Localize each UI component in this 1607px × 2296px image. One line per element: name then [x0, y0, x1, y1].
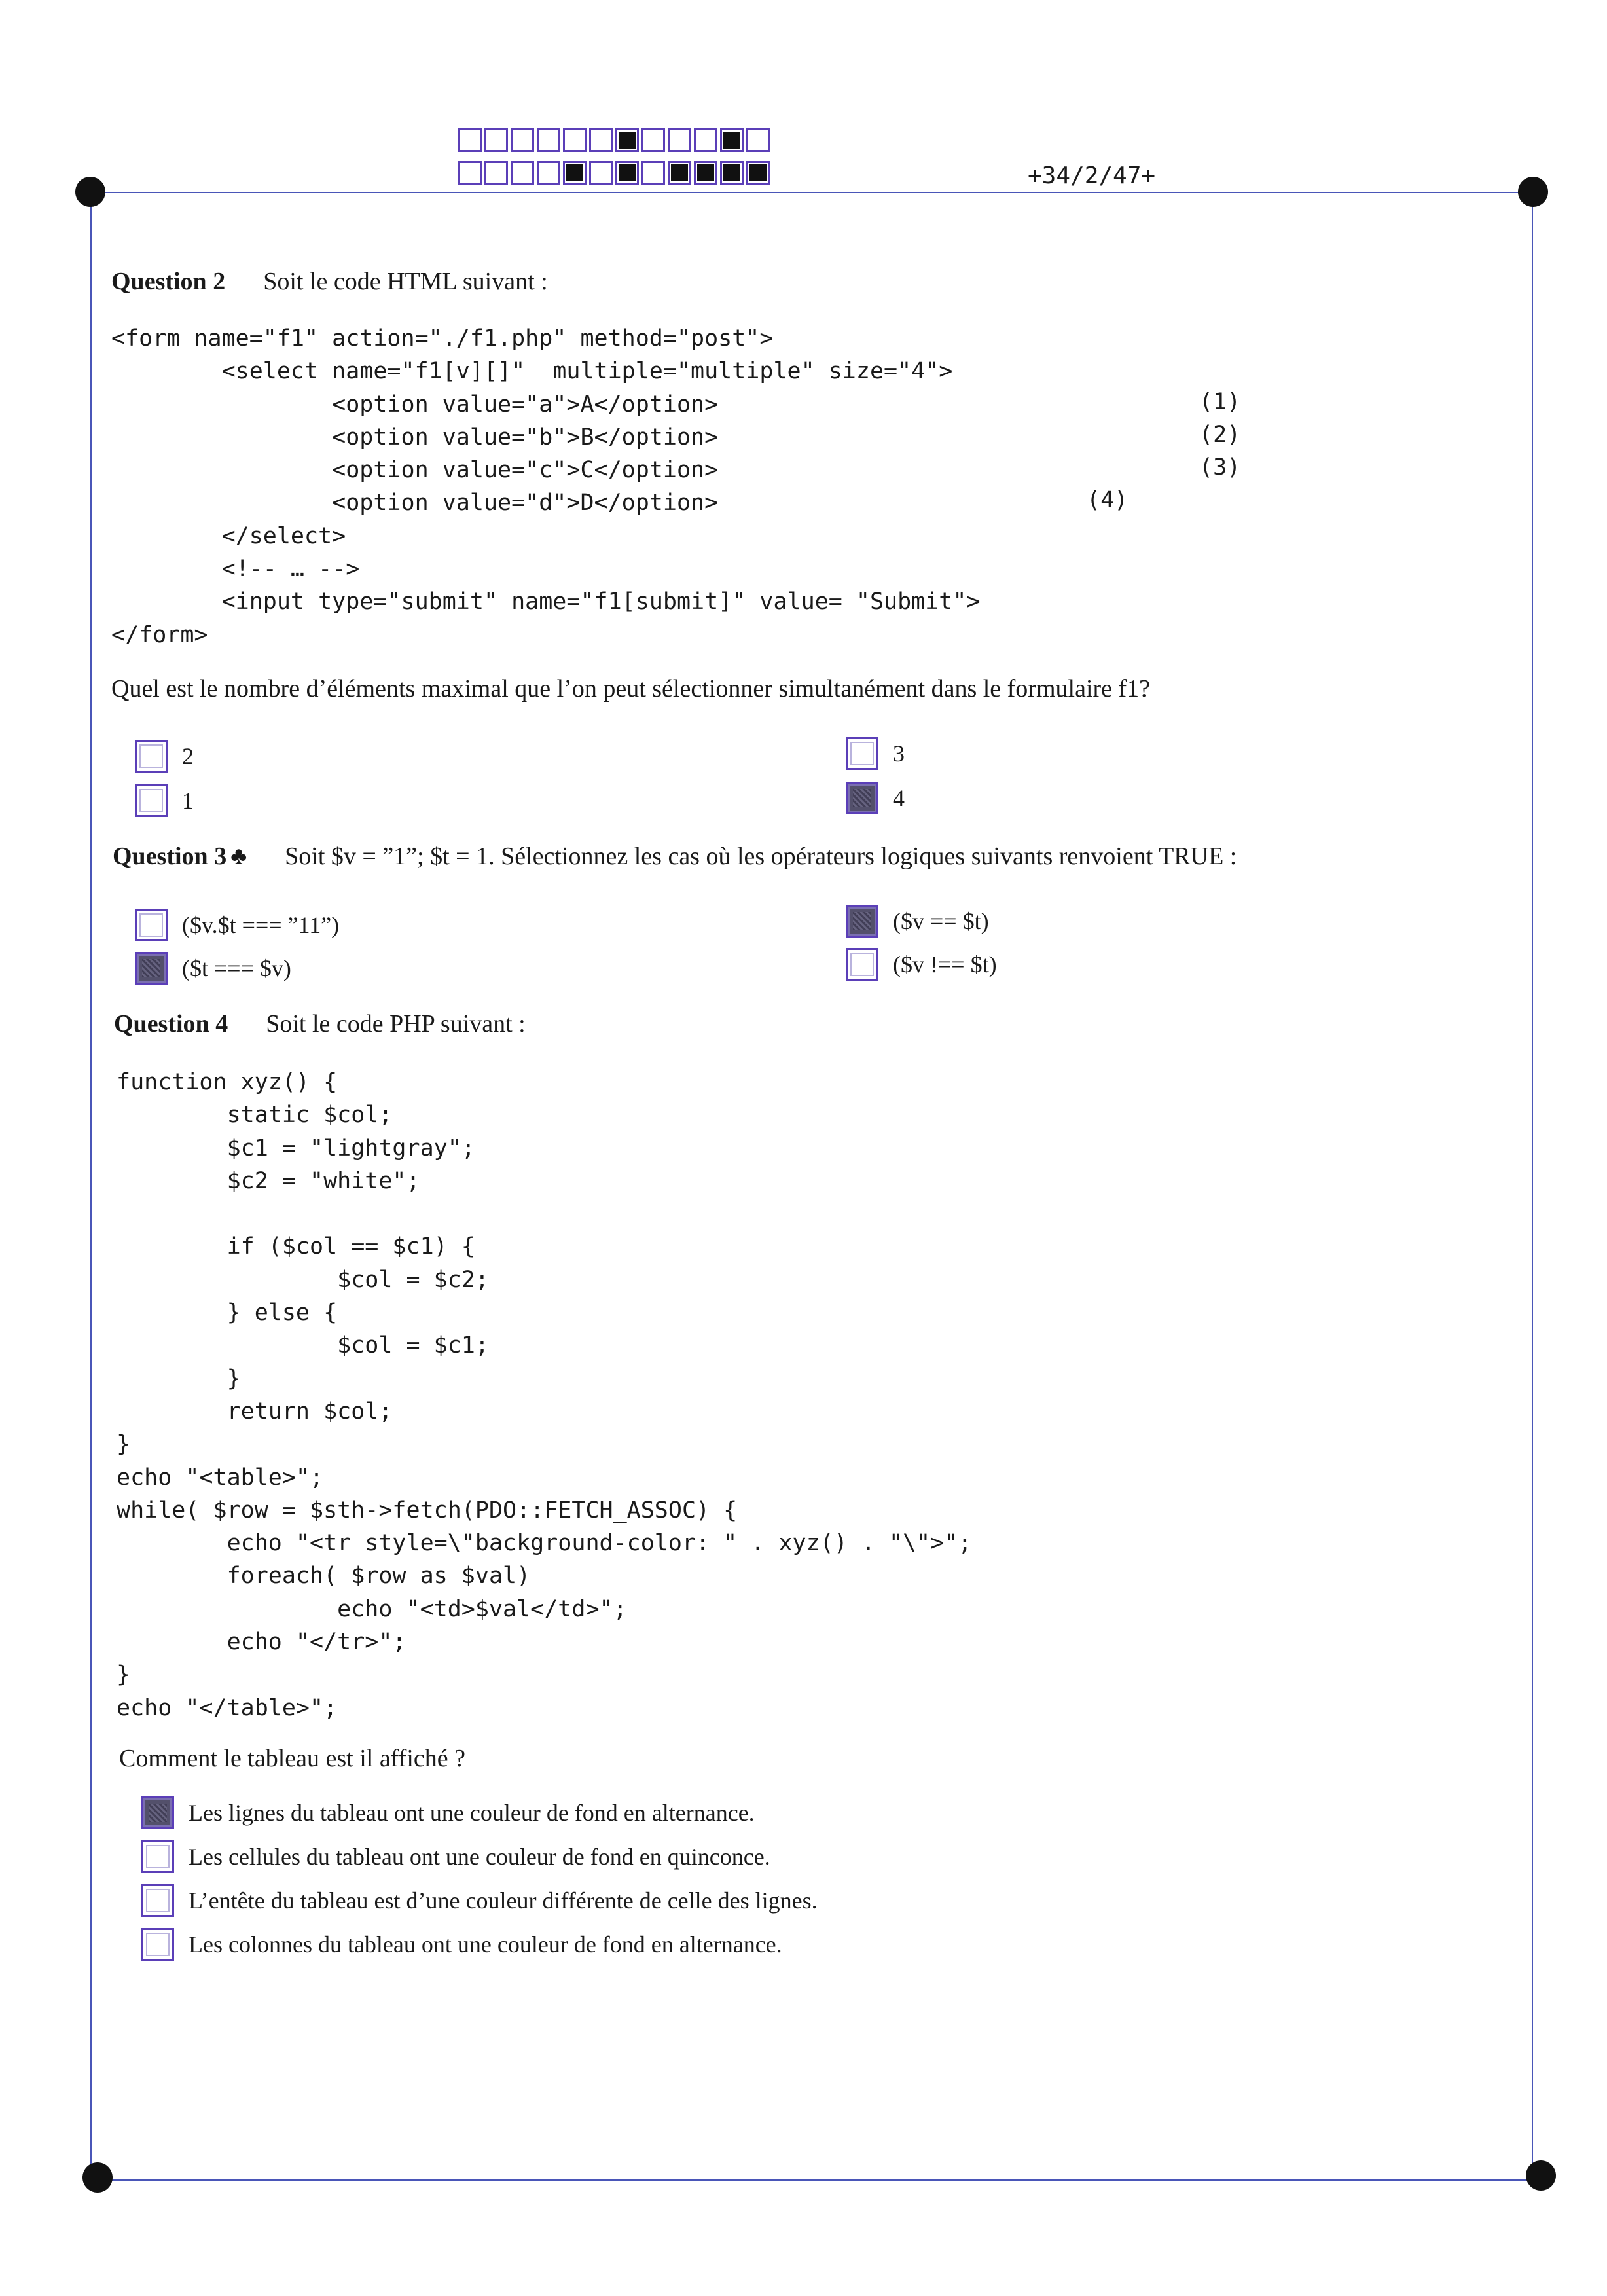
option-label: 1	[182, 788, 194, 814]
code-marker-2: (2)	[1199, 422, 1241, 448]
q3-option-not-identical[interactable]	[846, 948, 997, 981]
barcode-cell	[537, 161, 560, 185]
barcode-cell	[589, 161, 613, 185]
q2-option-3[interactable]	[846, 737, 905, 770]
question-3-heading	[113, 842, 1237, 871]
question-4-text: Comment le tableau est il affiché ?	[119, 1745, 465, 1772]
option-label: ($v == $t)	[893, 908, 989, 934]
barcode-cell	[484, 128, 508, 152]
q3-option-concat[interactable]	[135, 909, 339, 941]
checkbox[interactable]	[846, 905, 878, 938]
option-label: 2	[182, 743, 194, 769]
code-marker-1: (1)	[1199, 389, 1241, 415]
checkbox[interactable]	[846, 948, 878, 981]
checkbox[interactable]	[135, 784, 168, 817]
checkbox[interactable]	[846, 782, 878, 814]
option-label: ($v !== $t)	[893, 951, 997, 977]
checkbox[interactable]	[141, 1884, 174, 1917]
question-2-text: Quel est le nombre d’éléments maximal que l’on peut sélectionner simultanément dans le formulaire f1?	[111, 675, 1151, 702]
registration-mark-bottom-right	[1526, 2160, 1556, 2191]
code-marker-3: (3)	[1199, 454, 1241, 481]
option-label: 4	[893, 785, 905, 811]
registration-mark-top-right	[1518, 177, 1548, 207]
barcode-cell	[694, 161, 717, 185]
question-4-code: function xyz() { static $col; $c1 = "lightgray"; $c2 = "white"; if ($col == $c1) { $col = $c2; } else { $col = $c1; } return $col; } echo "<table>"; while( $row = $sth->fetch(PDO::FETCH_ASSOC) { echo "<tr style=\"background-color: " . xyz() . "\">"; foreach( $row as $val) echo "<td>$val</td>"; echo "</tr>"; } echo "</table>";	[117, 1069, 972, 1721]
barcode-cell	[668, 128, 691, 152]
barcode-cell	[484, 161, 508, 185]
barcode-cell	[511, 161, 534, 185]
question-4-heading	[114, 1010, 526, 1038]
option-label: Les lignes du tableau ont une couleur de fond en alternance.	[189, 1800, 755, 1826]
barcode-cell	[720, 161, 744, 185]
option-label: ($t === $v)	[182, 955, 291, 981]
question-2-code: <form name="f1" action="./f1.php" method="post"> <select name="f1[v][]" multiple="multiple" size="4"> <option value="a">A</option> <option value="b">B</option> <option value="c">C</option> <option value="d">D</option> </select> <!-- … --> <input type="submit" name="f1[submit]" value= "Submit"> </form>	[111, 325, 981, 648]
registration-mark-bottom-left	[82, 2162, 113, 2193]
checkbox[interactable]	[846, 737, 878, 770]
q3-option-identical[interactable]	[135, 952, 291, 985]
option-label: Les cellules du tableau ont une couleur de fond en quinconce.	[189, 1844, 770, 1870]
question-2-intro: Soit le code HTML suivant :	[263, 268, 548, 295]
barcode-cell	[458, 128, 482, 152]
barcode-cell	[563, 128, 587, 152]
barcode-cell	[615, 161, 639, 185]
barcode-cell	[720, 128, 744, 152]
option-label: Les colonnes du tableau ont une couleur de fond en alternance.	[189, 1931, 782, 1958]
question-2-heading	[111, 267, 548, 296]
q4-option-rows[interactable]	[141, 1796, 755, 1829]
q3-option-equal[interactable]	[846, 905, 989, 938]
checkbox[interactable]	[135, 952, 168, 985]
barcode-cell	[589, 128, 613, 152]
q4-option-header[interactable]	[141, 1884, 818, 1917]
question-4-intro: Soit le code PHP suivant :	[266, 1010, 526, 1038]
barcode-cell	[563, 161, 587, 185]
barcode-cell	[746, 161, 770, 185]
q2-option-1[interactable]	[135, 784, 194, 817]
question-3-intro: Soit $v = ”1”; $t = 1. Sélectionnez les cas où les opérateurs logiques suivants renvoient TRUE :	[285, 843, 1237, 870]
q4-option-cells[interactable]	[141, 1840, 770, 1873]
code-marker-4: (4)	[1087, 487, 1129, 513]
barcode-cell	[537, 128, 560, 152]
checkbox[interactable]	[141, 1796, 174, 1829]
option-label: 3	[893, 740, 905, 767]
barcode-cell	[694, 128, 717, 152]
barcode-cell	[458, 161, 482, 185]
sheet-id: +34/2/47+	[1028, 162, 1156, 189]
q2-option-2[interactable]	[135, 740, 194, 773]
option-label: ($v.$t === ”11”)	[182, 912, 340, 938]
question-4-number: Question 4	[114, 1010, 228, 1038]
checkbox[interactable]	[141, 1840, 174, 1873]
question-2-number: Question 2	[111, 268, 226, 295]
question-3-number: Question 3	[113, 843, 227, 870]
barcode-cell	[668, 161, 691, 185]
barcode-cell	[511, 128, 534, 152]
option-label: L’entête du tableau est d’une couleur différente de celle des lignes.	[189, 1887, 818, 1914]
barcode-row-2	[458, 161, 772, 185]
q2-option-4[interactable]	[846, 782, 905, 814]
checkbox[interactable]	[141, 1928, 174, 1961]
barcode-cell	[641, 161, 665, 185]
barcode-cell	[615, 128, 639, 152]
barcode-row-1	[458, 128, 772, 152]
barcode-cell	[746, 128, 770, 152]
barcode-cell	[641, 128, 665, 152]
q4-option-columns[interactable]	[141, 1928, 782, 1961]
club-icon: ♣	[230, 843, 247, 870]
registration-mark-top-left	[75, 177, 105, 207]
checkbox[interactable]	[135, 740, 168, 773]
checkbox[interactable]	[135, 909, 168, 941]
